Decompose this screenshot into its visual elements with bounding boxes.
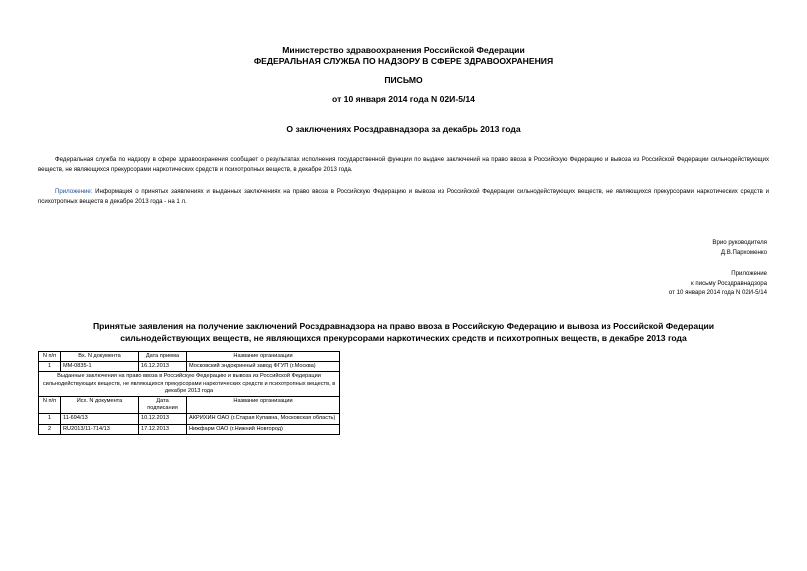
table-cell: Нижфарм ОАО (г.Нижний Новгород) bbox=[187, 424, 340, 434]
header-cell: N п/п bbox=[39, 352, 61, 362]
header-cell: N п/п bbox=[39, 397, 61, 414]
header-cell: Название организации bbox=[187, 397, 340, 414]
table-cell: 1 bbox=[39, 362, 61, 372]
appendix-title-line2: сильнодействующих веществ, не являющихся прекурсорами наркотических средств и психотропных веществ, в декабре 2013 года bbox=[120, 333, 687, 343]
attachment-link[interactable]: Приложение: bbox=[55, 188, 93, 195]
table-cell: RU2013/11-714/13 bbox=[61, 424, 139, 434]
table-section-row bbox=[39, 372, 340, 397]
signature-name: Д.В.Пархоменко bbox=[720, 248, 767, 256]
table-cell: 1 bbox=[39, 414, 61, 424]
appendix-note-line1: Приложение bbox=[731, 270, 767, 277]
header-cell: Дата подписания bbox=[139, 397, 187, 414]
table-cell: ММ-0835-1 bbox=[61, 362, 139, 372]
table-cell: 17.12.2013 bbox=[139, 424, 187, 434]
document-type: ПИСЬМО bbox=[384, 75, 423, 85]
document-date: от 10 января 2014 года N 02И-5/14 bbox=[332, 94, 475, 104]
table-cell: Московский эндокринный завод ФГУП (г.Москва) bbox=[187, 362, 340, 372]
signature-position: Врио руководителя bbox=[712, 239, 767, 246]
table-header-row bbox=[39, 352, 340, 362]
table-header-row bbox=[39, 397, 340, 414]
table-cell: 2 bbox=[39, 424, 61, 434]
appendix-note-line2: к письму Росздравнадзора bbox=[691, 279, 767, 287]
document-subject: О заключениях Росздравнадзора за декабрь 2013 года bbox=[286, 124, 521, 134]
appendix-note-line3: от 10 января 2014 года N 02И-5/14 bbox=[668, 289, 767, 297]
attachment-paragraph bbox=[38, 187, 769, 208]
table-cell: 10.12.2013 bbox=[139, 414, 187, 424]
table-row bbox=[39, 362, 340, 372]
table-row bbox=[39, 424, 340, 434]
ministry-title: Министерство здравоохранения Российской Федерации bbox=[282, 45, 525, 55]
header-cell: Название организации bbox=[187, 352, 340, 362]
issued-caption: Выданные заключения на право ввоза в Российскую Федерацию и вывоза из Российской Федерации сильнодействующих веществ, не являющихся прекурсорами наркотических средств и психотропных веществ, в декабре 2013 года bbox=[39, 372, 340, 397]
table-cell: АКРИХИН ОАО (г.Старая Купавна, Московская область) bbox=[187, 414, 340, 424]
applications-table bbox=[38, 351, 340, 435]
table-row bbox=[39, 414, 340, 424]
signature-block bbox=[712, 238, 767, 257]
table-cell: 11-694/13 bbox=[61, 414, 139, 424]
header-cell: Вх. N документа bbox=[61, 352, 139, 362]
body-paragraph: Федеральная служба по надзору в сфере здравоохранения сообщает о результатах исполнения государственной функции по выдаче заключений на право ввоза в Российскую Федерацию и вывоза из Российской Федерации сильнодействующих веществ, не являющихся прекурсорами наркотических средств и психотропных веществ, в декабре 2013 года. bbox=[38, 156, 769, 174]
service-title: ФЕДЕРАЛЬНАЯ СЛУЖБА ПО НАДЗОРУ В СФЕРЕ ЗДРАВООХРАНЕНИЯ bbox=[253, 56, 554, 66]
appendix-title-line1: Принятые заявления на получение заключений Росздравнадзора на право ввоза в Российскую Федерацию и вывоза из Российской Федерации bbox=[92, 321, 715, 331]
attachment-text: Информация о принятых заявлениях и выданных заключениях на право ввоза в Российскую Федерацию и вывоза из Российской Федерации сильнодействующих веществ, не являющихся прекурсорами наркотических средств и психотропных веществ в декабре 2013 года - на 1 л. bbox=[38, 188, 769, 206]
appendix-note bbox=[669, 269, 767, 298]
header-cell: Исх. N документа bbox=[61, 397, 139, 414]
header-cell: Дата приема bbox=[139, 352, 187, 362]
table-cell: 16.12.2013 bbox=[139, 362, 187, 372]
